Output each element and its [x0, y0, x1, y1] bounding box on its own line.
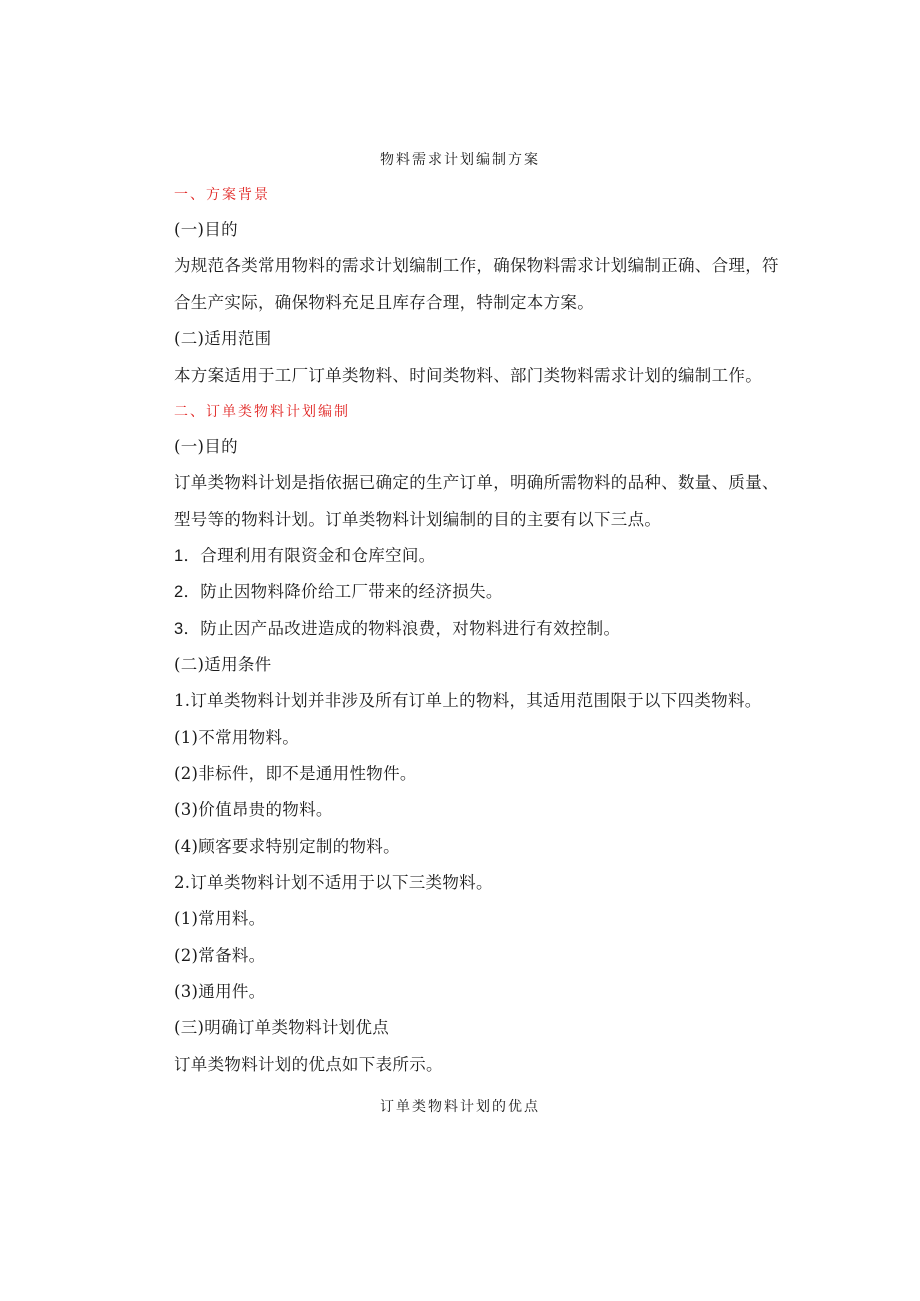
list-item: (4)顾客要求特别定制的物料。 [174, 837, 400, 856]
paragraph-line: 订单类物料计划是指依据已确定的生产订单，明确所需物料的品种、数量、质量、 [174, 473, 779, 492]
paragraph-line: 为规范各类常用物料的需求计划编制工作，确保物料需求计划编制正确、合理，符 [174, 256, 779, 275]
list-item: (2)常备料。 [174, 946, 266, 965]
paragraph-scope: 本方案适用于工厂订单类物料、时间类物料、部门类物料需求计划的编制工作。 [174, 366, 762, 385]
subheading-purpose-2: (一)目的 [174, 437, 238, 456]
list-item: (3)价值昂贵的物料。 [174, 800, 333, 819]
subheading-purpose: (一)目的 [174, 220, 238, 239]
subheading-scope: (二)适用范围 [174, 329, 272, 348]
list-item: (1)常用料。 [174, 909, 266, 928]
paragraph-line: 合生产实际，确保物料充足且库存合理，特制定本方案。 [174, 293, 594, 312]
condition-not-applicable: 2.订单类物料计划不适用于以下三类物料。 [174, 873, 493, 892]
subheading-conditions: (二)适用条件 [174, 655, 272, 674]
paragraph-order-plan-purpose [174, 473, 794, 530]
paragraph-purpose [174, 256, 794, 313]
list-item: (1)不常用物料。 [174, 728, 300, 747]
list-item: (2)非标件，即不是通用性物件。 [174, 764, 417, 783]
table-caption: 订单类物料计划的优点 [380, 1099, 540, 1115]
list-item: 1．合理利用有限资金和仓库空间。 [174, 546, 436, 565]
section-heading-background: 一、方案背景 [174, 187, 270, 203]
section-heading-order-plan: 二、订单类物料计划编制 [174, 404, 350, 420]
list-item: (3)通用件。 [174, 982, 266, 1001]
list-item: 2．防止因物料降价给工厂带来的经济损失。 [174, 582, 503, 601]
document-title: 物料需求计划编制方案 [380, 152, 540, 168]
list-item: 3．防止因产品改进造成的物料浪费，对物料进行有效控制。 [174, 619, 621, 638]
paragraph-line: 型号等的物料计划。订单类物料计划编制的目的主要有以下三点。 [174, 510, 662, 529]
condition-applicable: 1.订单类物料计划并非涉及所有订单上的物料，其适用范围限于以下四类物料。 [174, 691, 762, 710]
paragraph-advantages: 订单类物料计划的优点如下表所示。 [174, 1055, 443, 1074]
subheading-advantages: (三)明确订单类物料计划优点 [174, 1018, 390, 1037]
